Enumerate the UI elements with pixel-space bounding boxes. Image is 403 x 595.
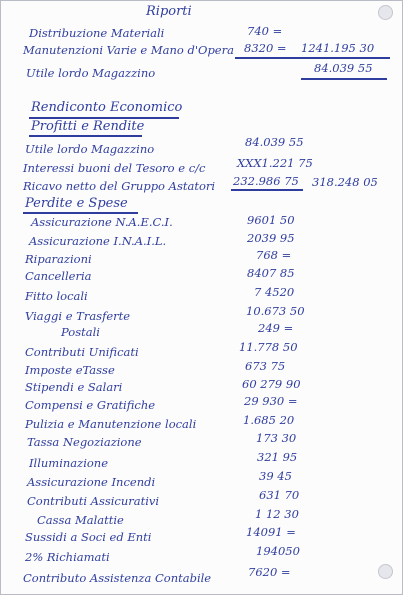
expense-amount-18: 14091 =: [246, 525, 296, 539]
expense-label-16: Contributi Assicurativi: [27, 494, 160, 508]
expense-label-19: 2% Richiamati: [25, 550, 110, 564]
expense-amount-10: 60 279 90: [242, 377, 301, 391]
expense-amount-11: 29 930 =: [244, 394, 298, 408]
income-amount-2: XXX1.221 75: [237, 156, 313, 170]
expense-amount-6: 10.673 50: [246, 304, 305, 318]
income-label-1: Utile lordo Magazzino: [25, 142, 155, 156]
expense-label-5: Fitto locali: [25, 289, 88, 303]
section-title: Rendiconto Economico: [31, 100, 183, 115]
expense-amount-1: 9601 50: [247, 213, 295, 227]
income-label-2: Interessi buoni del Tesoro e c/c: [23, 161, 206, 175]
expense-amount-9: 673 75: [245, 359, 286, 373]
expense-amount-2: 2039 95: [247, 231, 295, 245]
expense-label-12: Pulizia e Manutenzione locali: [25, 417, 197, 431]
income-label-3: Ricavo netto del Gruppo Astatori: [23, 179, 216, 193]
income-heading: Profitti e Rendite: [31, 119, 145, 134]
trading-rule: [235, 57, 390, 59]
expense-amount-14: 321 95: [257, 450, 298, 464]
income-amount-1: 84.039 55: [245, 135, 304, 149]
expense-amount-4: 8407 85: [247, 266, 295, 280]
trading-label-2: Manutenzioni Varie e Mano d'Opera: [23, 43, 234, 57]
expense-amount-16: 631 70: [259, 488, 300, 502]
expense-label-1: Assicurazione N.A.E.C.I.: [31, 215, 173, 229]
expense-amount-20: 7620 =: [248, 565, 291, 579]
expense-label-7: Postali: [61, 325, 100, 339]
trading-amount-2: 8320 =: [244, 41, 287, 55]
trading-label-1: Distribuzione Materiali: [29, 26, 165, 40]
expense-heading-underline: [23, 212, 138, 214]
expense-label-18: Sussidi a Soci ed Enti: [25, 530, 152, 544]
expense-amount-8: 11.778 50: [239, 340, 298, 354]
expense-amount-13: 173 30: [256, 431, 297, 445]
expense-label-10: Stipendi e Salari: [25, 380, 123, 394]
expense-amount-19: 194050: [256, 544, 300, 558]
trading-amount-1: 740 =: [247, 24, 283, 38]
expense-amount-12: 1.685 20: [243, 413, 295, 427]
punch-hole-bottom: [378, 564, 393, 579]
top-note: Riporti: [146, 4, 192, 19]
expense-label-3: Riparazioni: [25, 252, 92, 266]
expense-amount-7: 249 =: [258, 321, 294, 335]
expense-label-4: Cancelleria: [25, 269, 92, 283]
expense-amount-5: 7 4520: [254, 285, 295, 299]
income-total: 318.248 05: [312, 175, 378, 189]
expense-amount-15: 39 45: [259, 469, 292, 483]
expense-label-2: Assicurazione I.N.A.I.L.: [29, 234, 167, 248]
income-heading-underline: [29, 135, 142, 137]
expense-amount-3: 768 =: [256, 248, 292, 262]
trading-subtotal-3: 84.039 55: [314, 61, 373, 75]
expense-heading: Perdite e Spese: [25, 196, 128, 211]
expense-label-11: Compensi e Gratifiche: [25, 398, 156, 412]
expense-label-13: Tassa Negoziazione: [27, 435, 142, 449]
trading-subtotal-2: 1241.195 30: [301, 41, 375, 55]
income-amount-3: 232.986 75: [233, 174, 299, 188]
expense-label-14: Illuminazione: [29, 456, 109, 470]
income-rule: [231, 189, 303, 191]
expense-label-15: Assicurazione Incendi: [27, 475, 156, 489]
expense-label-17: Cassa Malattie: [37, 513, 124, 527]
punch-hole-top: [378, 5, 393, 20]
expense-label-8: Contributi Unificati: [25, 345, 139, 359]
expense-amount-17: 1 12 30: [255, 507, 299, 521]
trading-label-3: Utile lordo Magazzino: [26, 66, 156, 80]
trading-total-rule: [301, 78, 387, 80]
expense-label-6: Viaggi e Trasferte: [25, 309, 131, 323]
expense-label-20: Contributo Assistenza Contabile: [23, 571, 212, 585]
expense-label-9: Imposte eTasse: [25, 363, 115, 377]
